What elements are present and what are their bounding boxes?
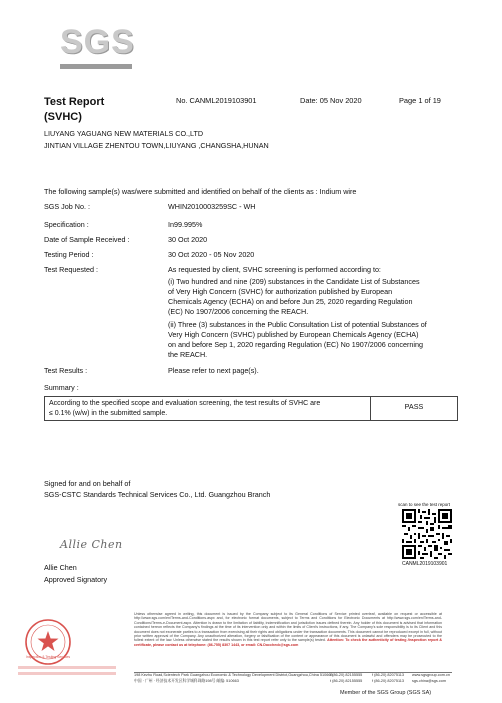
telephone-2: t (86-20) 82155555 xyxy=(330,679,363,683)
field-label-spec: Specification : xyxy=(44,220,89,229)
field-label-period: Testing Period : xyxy=(44,250,94,259)
member-statement: Member of the SGS Group (SGS SA) xyxy=(340,690,432,696)
field-value-requested: As requested by client, SVHC screening is performed according to: xyxy=(168,265,381,274)
logo-underline xyxy=(60,64,132,69)
report-number: No. CANML2019103901 xyxy=(176,96,257,105)
qr-caption: scan to see the test report xyxy=(398,502,451,507)
requested-detail: the REACH. xyxy=(168,350,208,359)
summary-text-line: According to the specified scope and evaluation screening, the test results of SVHC are xyxy=(49,400,321,407)
address-chinese: 中国 · 广州 · 经济技术开发区科学城科珠路198号 邮编: 510663 xyxy=(134,679,239,683)
field-value-spec: In99.995% xyxy=(168,220,203,229)
inspection-stamp xyxy=(18,614,118,682)
fax-2: f (86-20) 82075113 xyxy=(372,679,405,683)
signatory-role: Approved Signatory xyxy=(44,575,108,584)
summary-table xyxy=(44,396,458,421)
address-english: 198 Kezhu Road,Scientech Park Guangzhou Economic & Technology Development District,Guangzhou,China 510663 xyxy=(134,673,333,677)
legal-disclaimer xyxy=(134,612,442,647)
field-value-received: 30 Oct 2020 xyxy=(168,235,208,244)
legal-text: Unless otherwise agreed in writing, this document is issued by the Company subject to its General Conditions of Service printed overleaf, available on request or accessible at http://www.sgs.com/en/Terms-and-Conditions.aspx and, for electronic format documents, subject to Terms and Conditions for Electronic Documents at http://www.sgs.com/en/Terms-and-Conditions/Terms-e-Document.aspx. Attention is drawn to the limitation of liability, indemnification and jurisdiction issues defined therein. Any holder of this document is advised that information contained hereon reflects the Company's findings at the time of its intervention only and within the limits of Client's instructions, if any. The Company's sole responsibility is to its Client and this document does not exonerate parties to a transaction from exercising all their rights and obligations under the transaction documents. This document cannot be reproduced except in full, without prior written approval of the Company. Any unauthorized alteration, forgery or falsification of the content or appearance of this document is unlawful and offenders may be prosecuted to the fullest extent of the law. Unless otherwise stated the results shown in this test report refer only to the sample(s) tested. xyxy=(134,612,442,643)
results-value: Please refer to next page(s). xyxy=(168,366,259,375)
signature-image: Allie Chen xyxy=(60,538,123,551)
website-link[interactable]: www.sgsgroup.com.cn xyxy=(412,673,450,677)
requested-detail: Very High Concern (SVHC) published by European Chemicals Agency (ECHA) xyxy=(168,330,419,339)
sgs-logo xyxy=(60,20,135,66)
requested-detail: on and before Sep 1, 2020 regarding Regulation (EC) No 1907/2006 concerning xyxy=(168,340,423,349)
summary-result: PASS xyxy=(404,402,424,411)
applicant-address: JINTIAN VILLAGE ZHENTOU TOWN,LIUYANG ,CHANGSHA,HUNAN xyxy=(44,141,269,150)
requested-detail: (ii) Three (3) substances in the Public Consultation List of potential Substances of xyxy=(168,320,427,329)
requested-detail: (EC) No 1907/2006 concerning the REACH. xyxy=(168,307,309,316)
requested-detail: (i) Two hundred and nine (209) substances in the Candidate List of Substances xyxy=(168,277,420,286)
authenticity-notice: Attention: To check the authenticity of testing /inspection report & certificate, please contact us at telephone: (86-755) 8307 1443, xyxy=(134,638,442,647)
qr-code[interactable] xyxy=(402,509,452,559)
intro-text: The following sample(s) was/were submitted and identified on behalf of the clients as : Indium wire xyxy=(44,187,357,196)
applicant-name: LIUYANG YAGUANG NEW MATERIALS CO.,LTD xyxy=(44,129,204,138)
field-label-received: Date of Sample Received : xyxy=(44,235,130,244)
report-subtitle: (SVHC) xyxy=(44,111,82,123)
field-value-period: 30 Oct 2020 - 05 Nov 2020 xyxy=(168,250,255,259)
field-label-job: SGS Job No. : xyxy=(44,202,90,211)
report-date: Date: 05 Nov 2020 xyxy=(300,96,362,105)
field-value-job: WHIN2010003259SC - WH xyxy=(168,202,256,211)
requested-detail: of Very High Concern (SVHC) for authorization published by European xyxy=(168,287,393,296)
authenticity-email[interactable]: or email: CN.Doccheck@sgs.com xyxy=(241,642,299,647)
requested-detail: Chemicals Agency (ECHA) on and before Jun 25, 2020 regarding Regulation xyxy=(168,297,413,306)
signing-company: SGS-CSTC Standards Technical Services Co., Ltd. Guangzhou Branch xyxy=(44,490,271,499)
qr-number: CANML2019103901 xyxy=(402,561,448,567)
report-title: Test Report xyxy=(44,96,105,108)
stamp-caption: Inspection & Testing Services xyxy=(25,655,71,659)
contact-email[interactable]: sgs.china@sgs.com xyxy=(412,679,447,683)
signed-on-behalf: Signed for and on behalf of xyxy=(44,479,131,488)
page-indicator: Page 1 of 19 xyxy=(399,96,441,105)
results-label: Test Results : xyxy=(44,366,88,375)
summary-label: Summary : xyxy=(44,383,79,392)
summary-text-cell xyxy=(45,397,371,420)
logo-text: SGS xyxy=(60,23,135,61)
summary-text-line: ≤ 0.1% (w/w) in the submitted sample. xyxy=(49,410,168,417)
telephone-1: t (86-20) 82155555 xyxy=(330,673,363,677)
signatory-name: Allie Chen xyxy=(44,563,77,572)
fax-1: f (86-20) 82075113 xyxy=(372,673,405,677)
field-label-requested: Test Requested : xyxy=(44,265,98,274)
